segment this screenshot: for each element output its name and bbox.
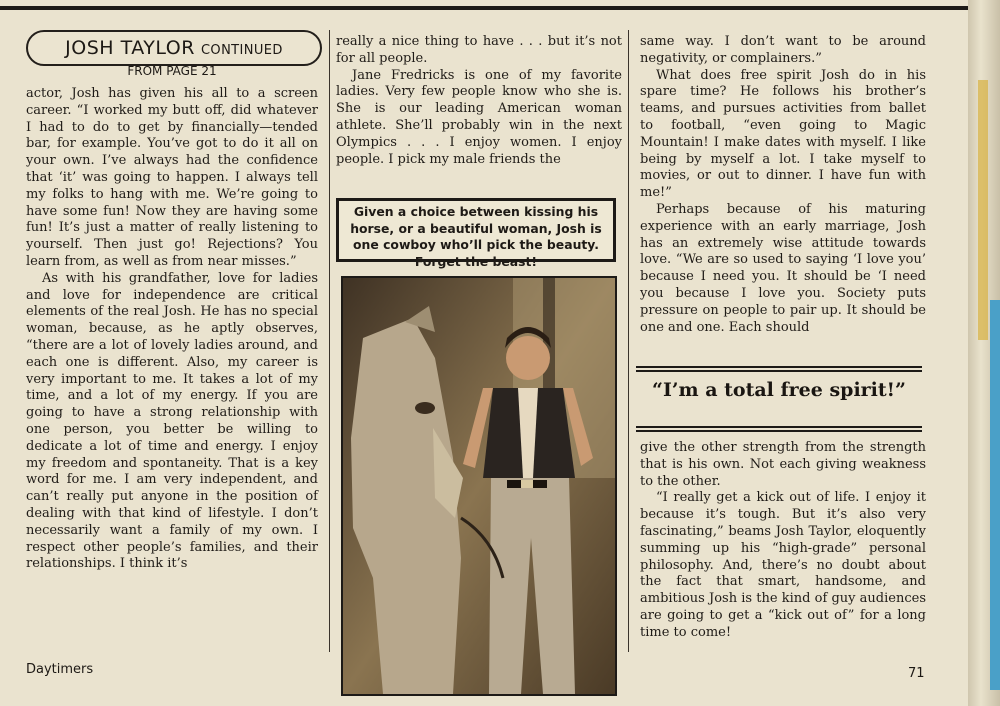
photo-josh-with-horse	[341, 276, 617, 696]
pull-quote: “I’m a total free spirit!”	[636, 366, 922, 432]
column-divider	[628, 30, 629, 652]
magazine-name: Daytimers	[26, 662, 94, 677]
text-column-3-continued	[640, 440, 926, 642]
photo-caption: Given a choice between kissing his horse, or a beautiful woman, Josh is one cowboy who’ll pick the beauty. Forget the beast!	[336, 198, 616, 262]
article-header	[26, 30, 322, 66]
paragraph: What does free spirit Josh do in his spare time? He follows his brother’s teams, and pursues activities from ballet to football, “even going to Magic Mountain! I make dates with myself. I like being by myself a lot. I take myself to movies, or out to dinner. I have fun with me!”	[640, 67, 926, 201]
spine-accent	[990, 300, 1000, 690]
page-number: 71	[908, 666, 925, 681]
paragraph: give the other strength from the strength that is his own. Not each giving weakness to the other.	[640, 440, 926, 489]
paragraph: “I really get a kick out of life. I enjoy it because it’s tough. But it’s also very fascinating,” beams Josh Taylor, eloquently summing up his “high-grade” personal philosophy. And, there’s no doubt about the fact that smart, handsome, and ambitious Josh is the kind of guy audiences are going to get a “kick out of” for a long time to come!	[640, 490, 926, 640]
paragraph: Perhaps because of his maturing experience with an early marriage, Josh has an extremely wise attitude towards love. “We are so used to saying ‘I love you’ because I need you. It should be ‘I need you because I love you. Society puts pressure on people to pair up. It should be one and one. Each should	[640, 201, 926, 335]
paragraph: really a nice thing to have . . . but it’s not for all people.	[336, 34, 622, 66]
spine-accent	[978, 80, 988, 340]
top-rule	[0, 6, 1000, 10]
paragraph: same way. I don’t want to be around negativity, or complainers.”	[640, 34, 926, 66]
column-divider	[329, 30, 330, 652]
text-column-2	[336, 34, 622, 168]
photo-illustration	[343, 278, 615, 694]
jump-line: FROM PAGE 21	[127, 64, 217, 78]
header-title: JOSH TAYLOR	[65, 37, 195, 59]
text-column-1	[26, 86, 318, 573]
paragraph: As with his grandfather, love for ladies and love for independence are critical elements of the real Josh. He has no special woman, because, as he aptly observes, “there are a lot of lovely ladies around, and each one is different. Also, my career is very important to me. It takes a lot of my time, and a lot of my energy. If you are going to have a strong relationship with one person, you better be willing to dedicate a lot of time and energy. I enjoy my freedom and spontaneity. That is a key word for me. I am very independent, and can’t really put anyone in the position of dealing with that kind of lifestyle. I don’t necessarily want a family of my own. I respect other people’s families, and their relationships. I think it’s	[26, 270, 318, 572]
header-continued: CONTINUED	[200, 42, 283, 58]
text-column-3	[640, 34, 926, 336]
paragraph: actor, Josh has given his all to a screen career. “I worked my butt off, did whatever I had to do to get by financially—tended bar, for example. You’ve got to do it all on your own. I’ve always had the confidence that ‘it’ was going to happen. I always tell my folks to hang with me. We’re going to have some fun! Now they are having some fun! It’s just a matter of really listening to yourself. Then just go! Rejections? You learn from, as well as from near misses.”	[26, 86, 318, 269]
paragraph: Jane Fredricks is one of my favorite ladies. Very few people know who she is. She is our leading American woman athlete. She’ll probably win in the next Olympics . . . I enjoy women. I enjoy people. I pick my male friends the	[336, 67, 622, 167]
